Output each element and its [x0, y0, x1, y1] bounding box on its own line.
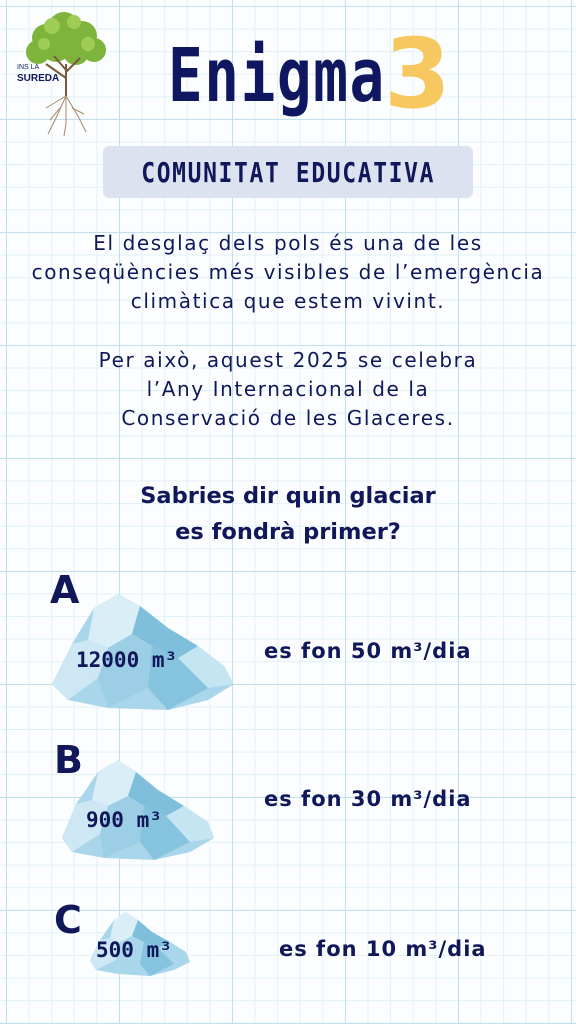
question: [0, 478, 576, 550]
title-number: 3: [384, 18, 451, 130]
option-c-volume: 500 m³: [96, 938, 172, 962]
page-title: Enigma: [168, 33, 386, 119]
option-b-volume: 900 m³: [86, 808, 162, 832]
logo-line-1: INS LA: [17, 64, 40, 71]
context-paragraph: [10, 346, 566, 433]
subtitle-text: COMUNITAT EDUCATIVA: [141, 155, 435, 189]
option-a-letter: A: [50, 568, 80, 612]
intro-line: climàtica que estem vivint.: [130, 289, 446, 313]
question-line: Sabries dir quin glaciar: [140, 483, 436, 509]
context-line: l’Any Internacional de la: [146, 377, 430, 401]
intro-paragraph: [10, 229, 566, 316]
subtitle-banner: [103, 146, 473, 198]
option-a-rate: es fon 50 m³/dia: [264, 639, 472, 663]
context-line: Per això, aquest 2025 se celebra: [98, 348, 478, 372]
option-b-letter: B: [54, 738, 83, 782]
option-b-rate: es fon 30 m³/dia: [264, 787, 472, 811]
question-line: es fondrà primer?: [175, 519, 401, 545]
context-line: Conservació de les Glaceres.: [121, 406, 455, 430]
logo-text: [17, 62, 59, 84]
logo-line-2: SUREDA: [17, 73, 60, 84]
option-c-rate: es fon 10 m³/dia: [279, 937, 487, 961]
option-a-volume: 12000 m³: [76, 648, 178, 672]
intro-line: El desglaç dels pols és una de les: [93, 231, 483, 255]
intro-line: conseqüències més visibles de l’emergència: [31, 260, 545, 284]
option-c-letter: C: [54, 898, 82, 942]
